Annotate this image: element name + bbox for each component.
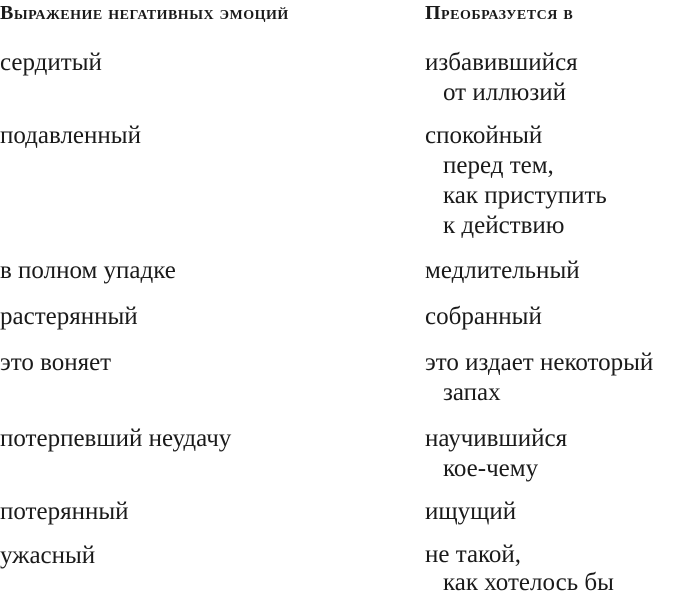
row-5-negative: это воняет (0, 349, 112, 376)
row-5-line-1: это издает некоторый (425, 349, 654, 376)
row-4-negative: растерянный (0, 303, 138, 330)
row-1-transformed (425, 48, 578, 108)
row-4-transformed (425, 302, 542, 332)
row-1-negative: сердитый (0, 49, 102, 76)
row-4-line-1: собранный (425, 303, 542, 330)
row-3-line-1: медлительный (425, 257, 580, 284)
row-2-line-3: как приступить (443, 182, 607, 209)
row-6-line-1: научившийся (425, 425, 568, 452)
row-6-line-2: кое-чему (443, 455, 539, 482)
row-7-line-1: ищущий (425, 498, 517, 525)
row-2-line-1: спокойный (425, 122, 543, 149)
row-7-transformed (425, 497, 516, 527)
row-7-negative: потерянный (0, 498, 129, 525)
row-8-negative: ужасный (0, 542, 96, 569)
row-6-negative: потерпевший неудачу (0, 425, 232, 452)
row-1-line-1: избавившийся (425, 49, 578, 76)
column-header-transformed: Преобразуется в (425, 2, 574, 24)
row-2-negative: подавленный (0, 122, 141, 149)
row-3-negative: в полном упадке (0, 257, 176, 284)
row-6-transformed (425, 424, 567, 484)
row-8-line-1: не такой, (425, 541, 522, 568)
row-5-transformed (425, 348, 653, 408)
column-header-negative: Выражение негативных эмоций (0, 2, 289, 24)
row-5-line-2: запах (443, 379, 501, 406)
row-2-line-2: перед тем, (443, 152, 554, 179)
row-3-transformed (425, 256, 580, 286)
row-2-transformed (425, 121, 607, 241)
row-2-line-4: к действию (443, 212, 565, 239)
row-8-transformed (425, 541, 614, 597)
row-8-line-2: как хотелось бы (443, 569, 614, 596)
row-1-line-2: от иллюзий (443, 79, 566, 106)
